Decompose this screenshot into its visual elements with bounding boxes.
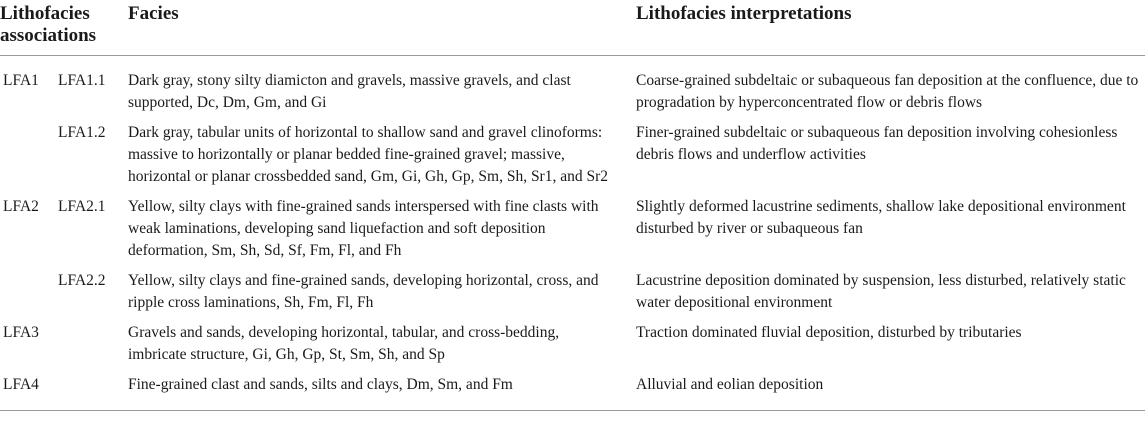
header-facies: Facies <box>128 0 636 56</box>
cell-association <box>0 270 58 322</box>
cell-association: LFA2 <box>3 198 39 215</box>
cell-interpretation: Traction dominated fluvial deposition, disturbed by tributaries <box>636 324 1022 341</box>
cell-sub-association <box>58 322 128 374</box>
table-header <box>0 0 1145 56</box>
cell-facies: Fine-grained clast and sands, silts and clays, Dm, Sm, and Fm <box>128 374 636 411</box>
table-row <box>0 270 1145 322</box>
header-interpretations: Lithofacies interpretations <box>636 0 1145 56</box>
cell-facies: Dark gray, tabular units of horizontal to shallow sand and gravel clinoforms: massive to horizontally or planar bedded fine-grained gravel; massive, horizontal or planar crossbedded sand, Gm, Gi, Gh, Gp, Sm, Sh, Sr1, and Sr2 <box>128 124 609 185</box>
cell-sub-association: LFA1.2 <box>58 124 106 141</box>
table-row <box>0 322 1145 374</box>
cell-association: LFA3 <box>3 324 39 341</box>
cell-sub-association <box>58 374 128 411</box>
cell-facies: Yellow, silty clays and fine-grained sands, developing horizontal, cross, and ripple cross laminations, Sh, Fm, Fl, Fh <box>128 272 599 311</box>
cell-facies: Yellow, silty clays with fine-grained sands interspersed with fine clasts with weak laminations, developing sand liquefaction and soft deposition deformation, Sm, Sh, Sd, Sf, Fm, Fl, and Fh <box>128 198 599 259</box>
header-row <box>0 0 1145 56</box>
table-row <box>0 196 1145 270</box>
cell-association: LFA1 <box>3 72 39 89</box>
cell-interpretation: Slightly deformed lacustrine sediments, shallow lake depositional environment disturbed by river or subaqueous fan <box>636 198 1126 237</box>
table-row <box>0 56 1145 123</box>
cell-interpretation: Finer-grained subdeltaic or subaqueous fan deposition involving cohesionless debris flows and underflow activities <box>636 124 1118 163</box>
cell-facies: Dark gray, stony silty diamicton and gravels, massive gravels, and clast supported, Dc, Dm, Gm, and Gi <box>128 72 571 111</box>
table-row <box>0 374 1145 411</box>
cell-interpretation: Lacustrine deposition dominated by suspension, less disturbed, relatively static water depositional environment <box>636 272 1126 311</box>
cell-sub-association: LFA2.1 <box>58 198 106 215</box>
cell-facies: Gravels and sands, developing horizontal, tabular, and cross-bedding, imbricate structure, Gi, Gh, Gp, St, Sm, Sh, and Sp <box>128 324 560 363</box>
header-associations: Lithofacies associations <box>0 0 128 56</box>
cell-association: LFA4 <box>0 374 58 411</box>
cell-sub-association: LFA2.2 <box>58 272 106 289</box>
cell-association <box>0 122 58 196</box>
table-body <box>0 56 1145 411</box>
cell-interpretation: Coarse-grained subdeltaic or subaqueous fan deposition at the confluence, due to progradation by hyperconcentrated flow or debris flows <box>636 72 1139 111</box>
table-row <box>0 122 1145 196</box>
cell-sub-association: LFA1.1 <box>58 72 106 89</box>
cell-interpretation: Alluvial and eolian deposition <box>636 374 1145 411</box>
